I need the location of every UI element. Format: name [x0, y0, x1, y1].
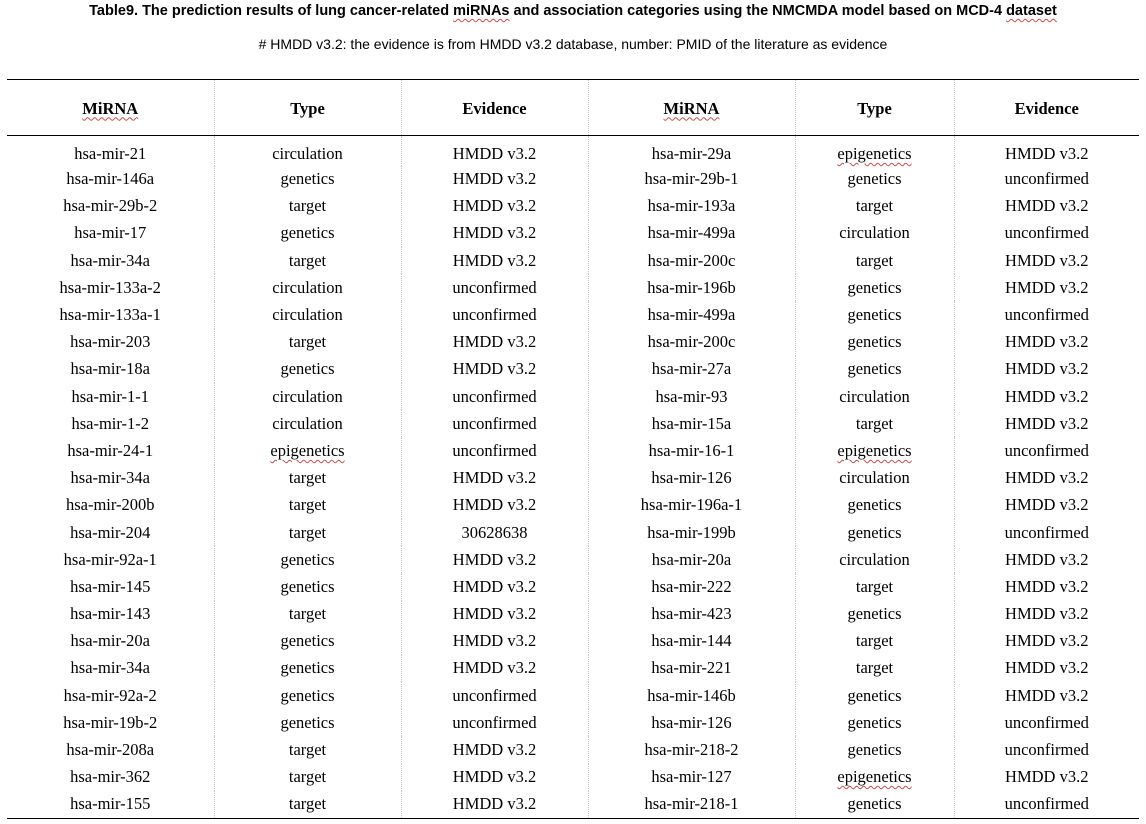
mirna-cell: hsa-mir-19b-2 [63, 712, 158, 732]
type-cell: circulation [214, 410, 401, 437]
mirna-cell: hsa-mir-24-1 [67, 440, 154, 460]
mirna-cell: hsa-mir-126 [588, 709, 795, 736]
header-evidence-right: Evidence [954, 80, 1139, 136]
type-cell: target [214, 492, 401, 519]
mirna-cell: hsa-mir-499a [588, 220, 795, 247]
table-row [7, 356, 1139, 383]
type-cell: genetics [214, 166, 401, 193]
type-cell: target [795, 247, 954, 274]
mirna-cell: hsa-mir-29b-2 [63, 196, 158, 216]
evidence-cell: HMDD v3.2 [401, 329, 588, 356]
type-cell: target [214, 791, 401, 818]
type-cell: target [214, 247, 401, 274]
mirna-cell: hsa-mir-200b [65, 495, 155, 515]
header-type-right: Type [795, 80, 954, 136]
mirna-cell: hsa-mir-499a [588, 301, 795, 328]
type-cell: circulation [795, 220, 954, 247]
type-cell: genetics [795, 492, 954, 519]
evidence-cell: unconfirmed [401, 682, 588, 709]
evidence-cell: HMDD v3.2 [954, 247, 1139, 274]
type-cell: target [214, 519, 401, 546]
type-cell: genetics [795, 301, 954, 328]
table-row [7, 410, 1139, 437]
type-cell: genetics [795, 709, 954, 736]
evidence-cell: HMDD v3.2 [401, 791, 588, 818]
mirna-cell: hsa-mir-27a [588, 356, 795, 383]
header-row [7, 80, 1139, 136]
type-cell: genetics [795, 519, 954, 546]
evidence-cell: HMDD v3.2 [401, 655, 588, 682]
mirna-cell: hsa-mir-29a [588, 136, 795, 166]
table-row [7, 274, 1139, 301]
evidence-cell: HMDD v3.2 [954, 274, 1139, 301]
evidence-cell: unconfirmed [954, 709, 1139, 736]
type-cell: circulation [795, 383, 954, 410]
evidence-cell: HMDD v3.2 [954, 136, 1139, 166]
mirna-cell: hsa-mir-18a [70, 359, 150, 379]
type-cell: circulation [795, 465, 954, 492]
table-row [7, 682, 1139, 709]
mirna-cell: hsa-mir-199b [588, 519, 795, 546]
mirna-cell: hsa-mir-1-2 [71, 413, 150, 433]
table-row [7, 301, 1139, 328]
evidence-cell: HMDD v3.2 [954, 764, 1139, 791]
mirna-cell: hsa-mir-200c [588, 247, 795, 274]
evidence-cell: HMDD v3.2 [401, 193, 588, 220]
mirna-cell: hsa-mir-208a [66, 740, 155, 760]
type-cell: genetics [795, 791, 954, 818]
evidence-cell: HMDD v3.2 [954, 655, 1139, 682]
mirna-cell: hsa-mir-21 [74, 143, 147, 163]
mirna-cell: hsa-mir-196a-1 [588, 492, 795, 519]
type-cell: genetics [795, 601, 954, 628]
type-cell: circulation [214, 136, 401, 166]
table-row [7, 628, 1139, 655]
evidence-cell: HMDD v3.2 [954, 410, 1139, 437]
type-cell: genetics [795, 166, 954, 193]
evidence-cell: unconfirmed [401, 410, 588, 437]
type-cell: circulation [214, 301, 401, 328]
evidence-cell: unconfirmed [401, 274, 588, 301]
table-row [7, 136, 1139, 166]
table-row [7, 791, 1139, 818]
evidence-cell: HMDD v3.2 [954, 546, 1139, 573]
type-cell: target [795, 655, 954, 682]
evidence-cell: HMDD v3.2 [401, 492, 588, 519]
mirna-cell: hsa-mir-92a-1 [63, 549, 157, 569]
table-row [7, 166, 1139, 193]
table-row [7, 736, 1139, 763]
header-mirna-left: MiRNA [7, 80, 214, 136]
mirna-cell: hsa-mir-146a [66, 169, 155, 189]
evidence-cell: HMDD v3.2 [401, 465, 588, 492]
mirna-cell: hsa-mir-20a [70, 631, 150, 651]
table-row [7, 546, 1139, 573]
mirna-cell: hsa-mir-126 [588, 465, 795, 492]
mirna-cell: hsa-mir-222 [588, 573, 795, 600]
type-cell: epigenetics [795, 136, 954, 166]
header-evidence-left: Evidence [401, 80, 588, 136]
mirna-cell: hsa-mir-143 [70, 604, 151, 624]
type-cell: genetics [214, 628, 401, 655]
evidence-cell: HMDD v3.2 [401, 247, 588, 274]
mirna-cell: hsa-mir-155 [70, 794, 151, 814]
mirna-cell: hsa-mir-423 [588, 601, 795, 628]
mirna-cell: hsa-mir-127 [588, 764, 795, 791]
type-cell: target [214, 764, 401, 791]
mirna-cell: hsa-mir-15a [588, 410, 795, 437]
type-cell: genetics [214, 655, 401, 682]
table-row [7, 329, 1139, 356]
evidence-cell: unconfirmed [954, 519, 1139, 546]
evidence-cell: HMDD v3.2 [954, 682, 1139, 709]
table-row [7, 193, 1139, 220]
mirna-cell: hsa-mir-34a [70, 468, 150, 488]
mirna-cell: hsa-mir-362 [70, 767, 151, 787]
type-cell: target [214, 193, 401, 220]
evidence-cell: HMDD v3.2 [401, 546, 588, 573]
evidence-cell: HMDD v3.2 [954, 601, 1139, 628]
evidence-cell: HMDD v3.2 [401, 573, 588, 600]
evidence-cell: HMDD v3.2 [401, 220, 588, 247]
type-cell: genetics [214, 356, 401, 383]
evidence-cell: HMDD v3.2 [954, 628, 1139, 655]
evidence-cell: HMDD v3.2 [954, 356, 1139, 383]
type-cell: circulation [214, 383, 401, 410]
type-cell: genetics [214, 709, 401, 736]
mirna-cell: hsa-mir-133a-2 [59, 277, 161, 297]
mirna-cell: hsa-mir-20a [588, 546, 795, 573]
evidence-cell: HMDD v3.2 [401, 166, 588, 193]
type-cell: circulation [795, 546, 954, 573]
mirna-cell: hsa-mir-203 [70, 332, 151, 352]
mirna-cell: hsa-mir-92a-2 [63, 685, 157, 705]
evidence-cell: HMDD v3.2 [401, 628, 588, 655]
header-mirna-right: MiRNA [588, 80, 795, 136]
type-cell: target [214, 465, 401, 492]
evidence-cell: unconfirmed [401, 437, 588, 464]
type-cell: genetics [795, 274, 954, 301]
evidence-cell: HMDD v3.2 [401, 601, 588, 628]
mirna-cell: hsa-mir-1-1 [71, 386, 150, 406]
table-row [7, 247, 1139, 274]
mirna-cell: hsa-mir-193a [588, 193, 795, 220]
table-row [7, 573, 1139, 600]
table-row [7, 437, 1139, 464]
mirna-cell: hsa-mir-29b-1 [588, 166, 795, 193]
table-row [7, 601, 1139, 628]
type-cell: target [214, 736, 401, 763]
table-row [7, 655, 1139, 682]
evidence-cell: unconfirmed [954, 437, 1139, 464]
mirna-cell: hsa-mir-144 [588, 628, 795, 655]
type-cell: target [795, 573, 954, 600]
type-cell: genetics [795, 356, 954, 383]
evidence-cell: unconfirmed [401, 383, 588, 410]
evidence-cell: unconfirmed [401, 301, 588, 328]
mirna-cell: hsa-mir-146b [588, 682, 795, 709]
evidence-cell: HMDD v3.2 [954, 573, 1139, 600]
type-cell: target [795, 410, 954, 437]
evidence-cell: unconfirmed [954, 736, 1139, 763]
evidence-cell: unconfirmed [954, 166, 1139, 193]
evidence-cell: unconfirmed [954, 220, 1139, 247]
evidence-cell: HMDD v3.2 [401, 764, 588, 791]
mirna-cell: hsa-mir-200c [588, 329, 795, 356]
type-cell: target [795, 628, 954, 655]
type-cell: genetics [214, 220, 401, 247]
evidence-cell: HMDD v3.2 [954, 329, 1139, 356]
mirna-cell: hsa-mir-204 [70, 522, 151, 542]
evidence-cell: HMDD v3.2 [401, 356, 588, 383]
results-table [7, 79, 1139, 819]
table-row [7, 492, 1139, 519]
type-cell: target [214, 601, 401, 628]
table-row [7, 519, 1139, 546]
mirna-cell: hsa-mir-34a [70, 658, 150, 678]
type-cell: genetics [795, 736, 954, 763]
mirna-cell: hsa-mir-16-1 [588, 437, 795, 464]
type-cell: genetics [214, 573, 401, 600]
header-type-left: Type [214, 80, 401, 136]
evidence-cell: HMDD v3.2 [954, 193, 1139, 220]
type-cell: genetics [795, 329, 954, 356]
type-cell: epigenetics [214, 437, 401, 464]
mirna-cell: hsa-mir-34a [70, 250, 150, 270]
type-cell: target [795, 193, 954, 220]
mirna-cell: hsa-mir-133a-1 [59, 305, 161, 325]
evidence-cell: HMDD v3.2 [954, 383, 1139, 410]
table-row [7, 220, 1139, 247]
type-cell: epigenetics [795, 437, 954, 464]
table-header [7, 80, 1139, 136]
type-cell: genetics [795, 682, 954, 709]
mirna-cell: hsa-mir-218-2 [588, 736, 795, 763]
mirna-cell: hsa-mir-93 [588, 383, 795, 410]
evidence-cell: unconfirmed [401, 709, 588, 736]
table-row [7, 709, 1139, 736]
evidence-cell: HMDD v3.2 [954, 492, 1139, 519]
type-cell: genetics [214, 546, 401, 573]
type-cell: genetics [214, 682, 401, 709]
table-caption: Table9. The prediction results of lung cancer-related miRNAs and association categories using the NMCMDA model based on MCD-4 dataset [89, 3, 1057, 19]
mirna-cell: hsa-mir-221 [588, 655, 795, 682]
table-row [7, 764, 1139, 791]
table-note: # HMDD v3.2: the evidence is from HMDD v3.2 database, number: PMID of the literature as evidence [258, 36, 888, 52]
mirna-cell: hsa-mir-17 [74, 223, 147, 243]
evidence-cell: HMDD v3.2 [401, 736, 588, 763]
evidence-cell: 30628638 [401, 519, 588, 546]
mirna-cell: hsa-mir-218-1 [588, 791, 795, 818]
evidence-cell: unconfirmed [954, 791, 1139, 818]
evidence-cell: HMDD v3.2 [954, 465, 1139, 492]
table-body [7, 136, 1139, 819]
table-row [7, 465, 1139, 492]
mirna-cell: hsa-mir-196b [588, 274, 795, 301]
evidence-cell: HMDD v3.2 [401, 136, 588, 166]
evidence-cell: unconfirmed [954, 301, 1139, 328]
type-cell: circulation [214, 274, 401, 301]
type-cell: epigenetics [795, 764, 954, 791]
type-cell: target [214, 329, 401, 356]
mirna-cell: hsa-mir-145 [70, 576, 151, 596]
table-row [7, 383, 1139, 410]
